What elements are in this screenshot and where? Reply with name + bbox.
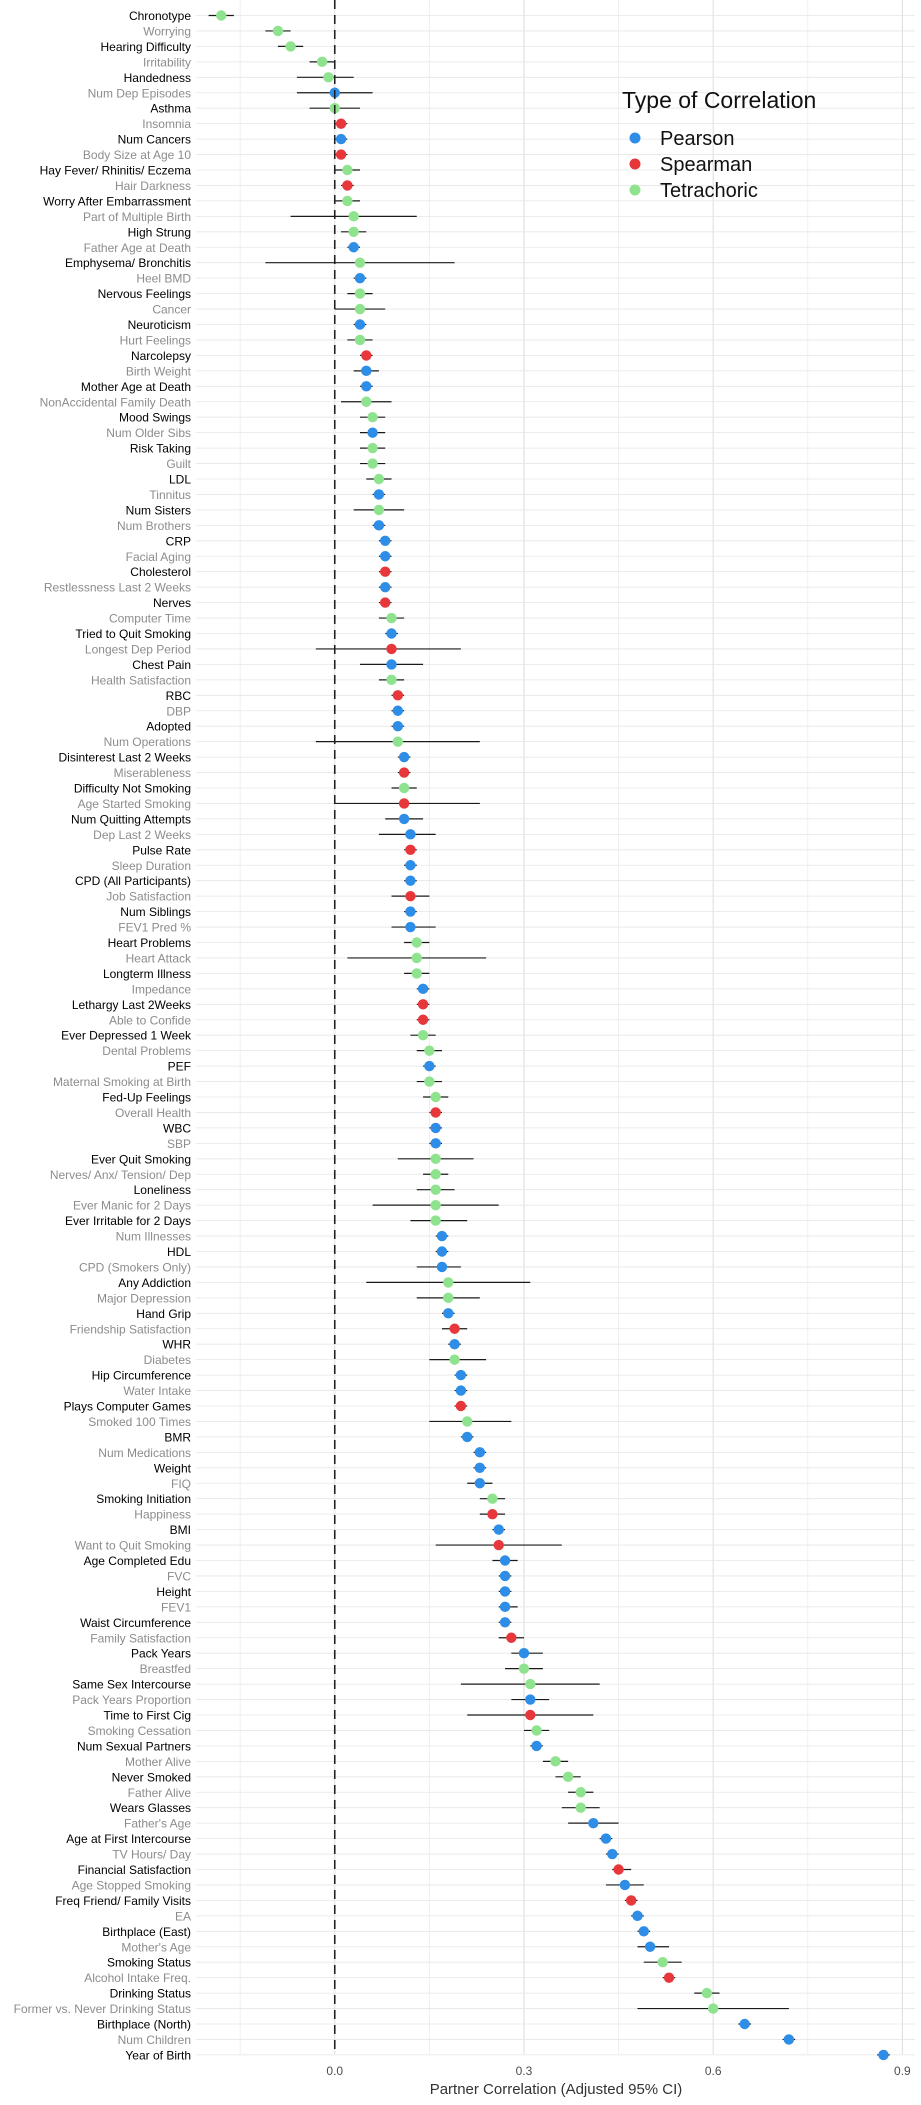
correlation-point — [784, 2034, 794, 2044]
row-label: Emphysema/ Bronchitis — [64, 256, 191, 271]
row-label: Restlessness Last 2 Weeks — [43, 580, 191, 595]
row-label: Lethargy Last 2Weeks — [71, 997, 191, 1012]
row-label: Able to Confide — [108, 1013, 191, 1028]
row-label: Heart Problems — [107, 936, 191, 950]
correlation-point — [449, 1354, 459, 1364]
correlation-point — [342, 180, 352, 190]
correlation-point — [418, 999, 428, 1009]
correlation-point — [563, 1772, 573, 1782]
correlation-point — [519, 1648, 529, 1658]
row-label: Mother Alive — [124, 1754, 191, 1769]
row-label: Handedness — [123, 70, 191, 85]
correlation-point — [613, 1864, 623, 1874]
row-label: Alcohol Intake Freq. — [84, 1971, 191, 1986]
row-label: Smoked 100 Times — [88, 1414, 191, 1429]
correlation-point — [500, 1586, 510, 1596]
correlation-point — [367, 458, 377, 468]
row-label: Hearing Difficulty — [100, 39, 191, 54]
row-label: EA — [174, 1909, 191, 1924]
correlation-point — [519, 1663, 529, 1673]
row-label: Loneliness — [133, 1183, 191, 1198]
row-label: Mother Age at Death — [80, 379, 191, 394]
correlation-point — [380, 551, 390, 561]
row-label: Ever Depressed 1 Week — [61, 1028, 191, 1043]
row-label: BMI — [169, 1523, 191, 1538]
row-label: CRP — [165, 534, 191, 549]
row-label: Pulse Rate — [132, 843, 191, 858]
correlation-point — [399, 798, 409, 808]
row-label: Tried to Quit Smoking — [75, 627, 191, 641]
correlation-point — [405, 906, 415, 916]
row-label: Computer Time — [108, 611, 191, 626]
correlation-point — [664, 1972, 674, 1982]
row-label: Maternal Smoking at Birth — [52, 1075, 191, 1090]
row-label: Impedance — [131, 982, 191, 997]
row-label: Ever Irritable for 2 Days — [64, 1214, 191, 1229]
correlation-point — [550, 1756, 560, 1766]
correlation-point — [430, 1200, 440, 1210]
row-label: Facial Aging — [125, 549, 191, 564]
row-label: Smoking Initiation — [96, 1492, 191, 1507]
row-label: Smoking Status — [106, 1955, 191, 1970]
row-label: Miserableness — [113, 766, 191, 781]
row-label: Num Sisters — [125, 503, 191, 518]
row-label: Birth Weight — [125, 364, 191, 379]
correlation-point — [355, 258, 365, 268]
correlation-point — [607, 1849, 617, 1859]
row-label: High Strung — [127, 225, 191, 240]
correlation-point — [399, 752, 409, 762]
legend-title: Type of Correlation — [622, 87, 817, 113]
correlation-point — [336, 134, 346, 144]
row-label: Adopted — [146, 719, 191, 734]
correlation-point — [348, 227, 358, 237]
correlation-point — [456, 1370, 466, 1380]
row-label: Num Dep Episodes — [87, 86, 191, 101]
correlation-point — [437, 1262, 447, 1272]
correlation-point — [386, 613, 396, 623]
correlation-point — [405, 891, 415, 901]
row-label: HDL — [166, 1245, 191, 1259]
correlation-point — [494, 1524, 504, 1534]
row-label: Major Depression — [96, 1291, 191, 1306]
correlation-point — [424, 1061, 434, 1071]
row-label: CPD (All Participants) — [74, 874, 191, 889]
correlation-point — [380, 582, 390, 592]
row-label: Num Sexual Partners — [76, 1739, 191, 1754]
correlation-point — [525, 1710, 535, 1720]
correlation-point — [500, 1602, 510, 1612]
row-label: Hair Darkness — [114, 178, 191, 193]
row-label: Father Alive — [127, 1785, 191, 1800]
row-label: SBP — [166, 1136, 191, 1151]
correlation-point — [367, 427, 377, 437]
row-label: Birthplace (North) — [96, 2017, 191, 2032]
correlation-point — [462, 1416, 472, 1426]
row-label: Year of Birth — [125, 2048, 191, 2063]
row-label: WHR — [162, 1337, 191, 1352]
correlation-point — [399, 783, 409, 793]
row-label: Num Quitting Attempts — [70, 812, 191, 827]
row-label: Age Stopped Smoking — [71, 1878, 191, 1893]
legend-label: Spearman — [660, 154, 753, 176]
row-label: Family Satisfaction — [90, 1631, 191, 1646]
correlation-point — [576, 1803, 586, 1813]
legend — [622, 87, 816, 202]
correlation-point — [475, 1478, 485, 1488]
row-label: Hip Circumference — [91, 1368, 191, 1383]
x-tick-label: 0.6 — [704, 2064, 722, 2078]
correlation-point — [386, 628, 396, 638]
correlation-point — [708, 2003, 718, 2013]
row-label: PEF — [167, 1059, 191, 1074]
row-label: Longest Dep Period — [84, 642, 191, 657]
correlation-point — [355, 335, 365, 345]
correlation-point — [424, 1045, 434, 1055]
correlation-point — [355, 273, 365, 283]
row-label: RBC — [165, 688, 191, 703]
row-label: NonAccidental Family Death — [39, 395, 191, 410]
row-label: Health Satisfaction — [90, 673, 191, 688]
row-label: Heart Attack — [125, 951, 191, 966]
correlation-point — [374, 505, 384, 515]
row-label: Never Smoked — [111, 1770, 191, 1785]
correlation-point — [367, 412, 377, 422]
correlation-point — [361, 366, 371, 376]
correlation-point — [355, 304, 365, 314]
row-label: Nervous Feelings — [97, 287, 191, 302]
row-label: Irritability — [142, 55, 191, 70]
row-label: Num Older Sibs — [106, 426, 191, 441]
correlation-point — [531, 1725, 541, 1735]
row-label: Same Sex Intercourse — [72, 1677, 191, 1692]
row-label: Tinnitus — [149, 487, 191, 502]
row-label: Num Brothers — [116, 518, 191, 533]
legend-label: Tetrachoric — [660, 180, 758, 202]
row-label: Job Satisfaction — [106, 889, 191, 904]
correlation-point — [487, 1509, 497, 1519]
row-label: TV Hours/ Day — [112, 1847, 191, 1862]
correlation-point — [418, 1030, 428, 1040]
correlation-point — [626, 1895, 636, 1905]
row-label: Financial Satisfaction — [77, 1863, 191, 1877]
row-label: Father's Age — [124, 1816, 191, 1831]
correlation-point — [393, 690, 403, 700]
correlation-point — [424, 1076, 434, 1086]
row-label: Overall Health — [114, 1105, 191, 1120]
correlation-point — [639, 1926, 649, 1936]
row-label: Num Cancers — [117, 132, 191, 147]
correlation-point — [475, 1463, 485, 1473]
row-label: Birthplace (East) — [102, 1924, 191, 1939]
row-label: DBP — [166, 704, 191, 719]
correlation-point — [449, 1339, 459, 1349]
correlation-point — [449, 1324, 459, 1334]
correlation-point — [393, 736, 403, 746]
row-label: Num Operations — [103, 735, 191, 750]
row-label: Drinking Status — [109, 1986, 191, 2001]
correlation-point — [348, 242, 358, 252]
row-label: Mother's Age — [121, 1940, 191, 1955]
correlation-point — [317, 57, 327, 67]
correlation-point — [374, 520, 384, 530]
correlation-point — [361, 397, 371, 407]
row-label: Hand Grip — [136, 1306, 191, 1321]
row-label: Pack Years — [130, 1646, 191, 1661]
correlation-point — [386, 675, 396, 685]
x-axis-title: Partner Correlation (Adjusted 95% CI) — [429, 2081, 683, 2098]
correlation-point — [336, 118, 346, 128]
correlation-point — [273, 26, 283, 36]
row-label: Longterm Illness — [102, 966, 191, 981]
row-label: Plays Computer Games — [63, 1399, 191, 1414]
correlation-point — [336, 149, 346, 159]
row-label: Difficulty Not Smoking — [73, 781, 191, 796]
correlation-point — [456, 1385, 466, 1395]
row-label: Num Illnesses — [115, 1229, 191, 1244]
row-label: Guilt — [166, 457, 191, 472]
correlation-point — [405, 922, 415, 932]
row-label: Wears Glasses — [109, 1801, 191, 1816]
row-label: Water Intake — [123, 1384, 191, 1399]
correlation-point — [361, 350, 371, 360]
correlation-point — [620, 1880, 630, 1890]
row-label: Time to First Cig — [103, 1708, 191, 1723]
correlation-point — [437, 1246, 447, 1256]
legend-swatch — [630, 159, 641, 170]
row-label: LDL — [168, 472, 191, 487]
row-label: Father Age at Death — [83, 240, 191, 255]
correlation-point — [878, 2050, 888, 2060]
correlation-point — [576, 1787, 586, 1797]
row-label: Waist Circumference — [80, 1615, 191, 1630]
correlation-point — [430, 1154, 440, 1164]
row-label: FEV1 Pred % — [118, 920, 191, 935]
correlation-point — [525, 1694, 535, 1704]
correlation-point — [430, 1107, 440, 1117]
correlation-point — [285, 41, 295, 51]
row-label: Any Addiction — [118, 1275, 191, 1290]
correlation-point — [443, 1293, 453, 1303]
row-label: Body Size at Age 10 — [82, 148, 191, 163]
correlation-point — [437, 1231, 447, 1241]
row-label: Weight — [153, 1461, 191, 1476]
correlation-point — [462, 1432, 472, 1442]
row-label: Ever Manic for 2 Days — [72, 1198, 191, 1213]
row-label: Age Completed Edu — [83, 1554, 191, 1568]
correlation-point — [342, 196, 352, 206]
correlation-point — [412, 968, 422, 978]
x-tick-label: 0.9 — [894, 2064, 911, 2078]
correlation-point — [588, 1818, 598, 1828]
row-label: Worrying — [143, 24, 191, 39]
correlation-point — [380, 536, 390, 546]
row-label: Age Started Smoking — [77, 796, 191, 811]
correlation-point — [361, 381, 371, 391]
correlation-point — [443, 1277, 453, 1287]
correlation-point — [342, 165, 352, 175]
row-label: Insomnia — [142, 117, 191, 132]
correlation-point — [418, 984, 428, 994]
correlation-point — [380, 567, 390, 577]
row-label: Friendship Satisfaction — [69, 1322, 191, 1337]
correlation-point — [323, 72, 333, 82]
correlation-point — [430, 1169, 440, 1179]
correlation-point — [430, 1092, 440, 1102]
correlation-point — [399, 814, 409, 824]
grid-layer — [196, 0, 915, 2055]
row-label: Asthma — [150, 101, 191, 116]
correlation-point — [430, 1138, 440, 1148]
row-labels — [14, 9, 192, 2062]
row-label: Disinterest Last 2 Weeks — [58, 750, 191, 765]
row-label: Neuroticism — [127, 318, 191, 332]
row-label: Dep Last 2 Weeks — [93, 827, 191, 842]
row-label: Hay Fever/ Rhinitis/ Eczema — [39, 163, 191, 178]
row-label: Heel BMD — [136, 271, 191, 286]
correlation-point — [456, 1401, 466, 1411]
correlation-point — [399, 767, 409, 777]
correlation-point — [386, 644, 396, 654]
correlation-point — [412, 953, 422, 963]
correlation-point — [374, 474, 384, 484]
legend-swatch — [630, 133, 641, 144]
x-tick-label: 0.0 — [326, 2064, 344, 2078]
row-label: Cancer — [152, 302, 191, 317]
correlation-point — [645, 1942, 655, 1952]
correlation-point — [632, 1911, 642, 1921]
row-label: Num Children — [117, 2032, 191, 2047]
correlation-point — [355, 288, 365, 298]
row-label: Diabetes — [143, 1353, 191, 1368]
correlation-point — [702, 1988, 712, 1998]
row-label: Chronotype — [128, 9, 191, 23]
row-label: Num Siblings — [120, 905, 191, 920]
correlation-point — [494, 1540, 504, 1550]
correlation-point — [430, 1185, 440, 1195]
correlation-point — [531, 1741, 541, 1751]
correlation-point — [355, 319, 365, 329]
row-label: Sleep Duration — [111, 858, 191, 873]
correlation-point — [405, 876, 415, 886]
correlation-point — [475, 1447, 485, 1457]
correlation-point — [216, 10, 226, 20]
correlation-point — [500, 1617, 510, 1627]
row-label: Happiness — [134, 1507, 191, 1522]
correlation-point — [393, 706, 403, 716]
correlation-point — [601, 1833, 611, 1843]
row-label: Risk Taking — [129, 441, 191, 456]
correlation-point — [658, 1957, 668, 1967]
row-label: Height — [156, 1584, 191, 1599]
row-label: Smoking Cessation — [87, 1723, 191, 1738]
row-label: Pack Years Proportion — [72, 1693, 191, 1708]
row-label: Ever Quit Smoking — [90, 1152, 191, 1167]
row-label: CPD (Smokers Only) — [78, 1260, 191, 1275]
correlation-point — [740, 2019, 750, 2029]
x-tick-label: 0.3 — [515, 2064, 533, 2078]
x-axis — [326, 2064, 911, 2078]
correlation-point — [412, 937, 422, 947]
row-label: Age at First Intercourse — [66, 1832, 191, 1847]
row-label: Chest Pain — [132, 657, 191, 672]
legend-swatch — [630, 185, 641, 196]
row-label: Part of Multiple Birth — [82, 209, 191, 224]
correlation-point — [386, 659, 396, 669]
row-label: Hurt Feelings — [119, 333, 191, 348]
row-label: WBC — [163, 1121, 191, 1136]
correlation-point — [430, 1123, 440, 1133]
correlation-point — [500, 1571, 510, 1581]
row-label: Mood Swings — [118, 410, 191, 425]
row-label: Worry After Embarrassment — [43, 194, 191, 209]
row-label: Breastfed — [139, 1662, 191, 1677]
correlation-point — [500, 1555, 510, 1565]
row-label: FIQ — [171, 1476, 191, 1491]
row-label: Dental Problems — [102, 1044, 191, 1059]
correlation-point — [405, 829, 415, 839]
correlation-point — [405, 845, 415, 855]
row-label: Nerves — [152, 596, 191, 611]
row-label: Want to Quit Smoking — [74, 1538, 191, 1553]
correlation-point — [367, 443, 377, 453]
correlation-point — [430, 1215, 440, 1225]
row-label: FEV1 — [160, 1600, 191, 1615]
row-label: Num Medications — [98, 1445, 191, 1460]
correlation-point — [418, 1015, 428, 1025]
row-label: Freq Friend/ Family Visits — [55, 1893, 191, 1908]
correlation-point — [405, 860, 415, 870]
row-label: Cholesterol — [130, 565, 191, 580]
row-label: BMR — [164, 1430, 191, 1445]
legend-label: Pearson — [660, 128, 735, 150]
correlation-point — [506, 1633, 516, 1643]
correlation-point — [374, 489, 384, 499]
row-label: Narcolepsy — [130, 348, 191, 363]
correlation-point — [443, 1308, 453, 1318]
correlation-point — [487, 1494, 497, 1504]
correlation-point — [393, 721, 403, 731]
row-label: Fed-Up Feelings — [102, 1090, 191, 1105]
correlation-point — [525, 1679, 535, 1689]
row-label: FVC — [167, 1569, 191, 1584]
correlation-point — [348, 211, 358, 221]
row-label: Former vs. Never Drinking Status — [13, 2002, 191, 2017]
row-label: Nerves/ Anx/ Tension/ Dep — [49, 1167, 191, 1182]
correlation-point — [380, 597, 390, 607]
